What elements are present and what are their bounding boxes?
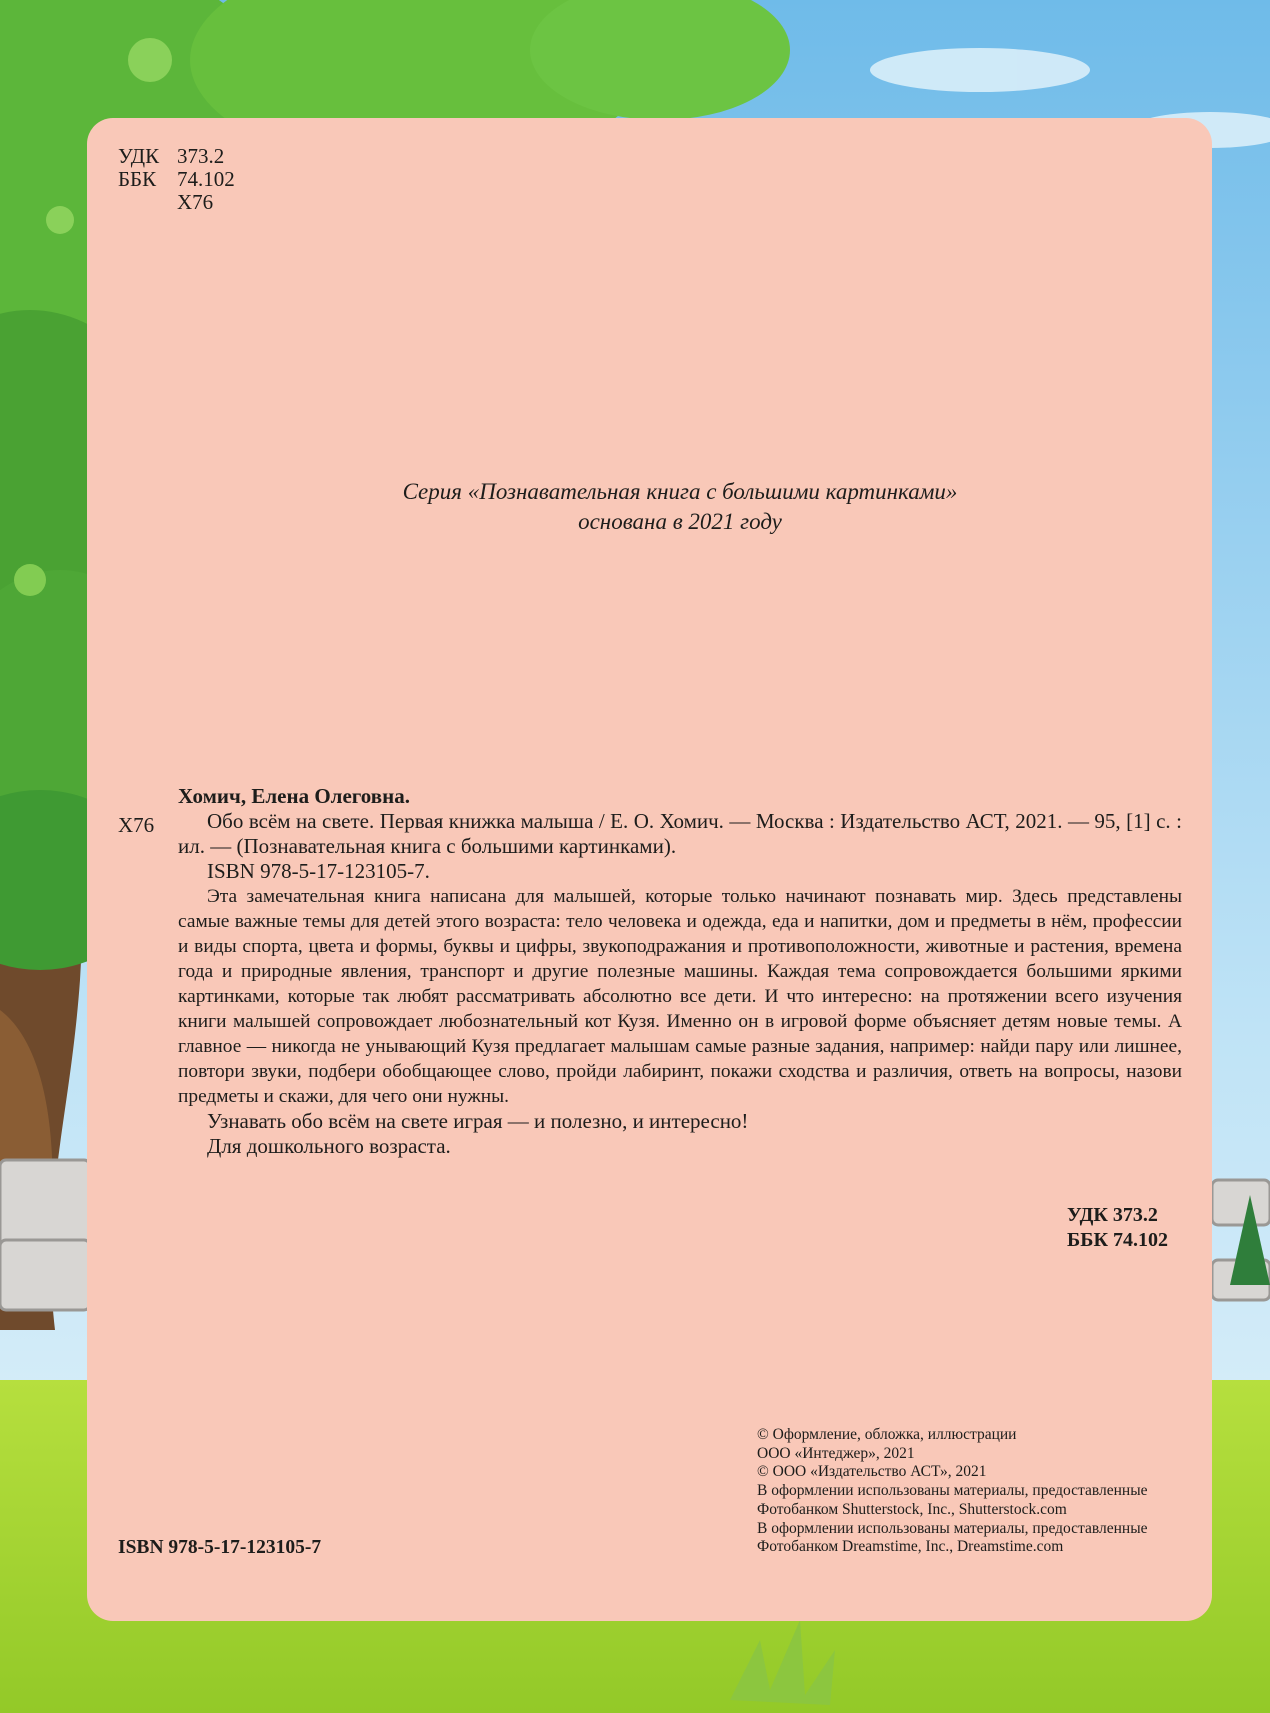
record-title: Обо всём на свете. Первая книжка малыша / Е. О. Хомич. — Москва : Издательство АСТ, 2021. — 95, [1] с. : ил. — (Познавательная книга с большими картинками).: [178, 809, 1182, 858]
copyright-block: [757, 1426, 1148, 1557]
copyright-line: В оформлении использованы материалы, предоставленные: [757, 1482, 1148, 1500]
copyright-line: Фотобанком Shutterstock, Inc., Shutterstock.com: [757, 1500, 1067, 1518]
copyright-line: Фотобанком Dreamstime, Inc., Dreamstime.com: [757, 1538, 1064, 1556]
header-codes: [118, 145, 235, 214]
isbn-bottom: ISBN 978-5-17-123105-7: [118, 1537, 322, 1558]
classification-bbk: ББК 74.102: [1067, 1229, 1168, 1251]
bbk-value: 74.102: [177, 167, 235, 191]
udk-value: 373.2: [177, 144, 225, 168]
author-sign: Х76: [177, 190, 214, 214]
series-line-1: Серия «Познавательная книга с большими картинками»: [402, 479, 958, 504]
record-author: Хомич, Елена Олеговна.: [178, 784, 410, 808]
classification-block: [1067, 1203, 1168, 1253]
record-age: Для дошкольного возраста.: [207, 1134, 451, 1158]
udk-label: УДК: [118, 144, 160, 168]
record-slogan: Узнавать обо всём на свете играя — и полезно, и интересно!: [207, 1109, 749, 1133]
record-annotation: Эта замечательная книга написана для малышей, которые только начинают познавать мир. Здесь представлены самые важные темы для детей этого возраста: тело человека и одежда, еда и напитки, дом и предметы в нём, профессии и виды спорта, цвета и формы, буквы и цифры, звукоподражания и противоположности, животные и растения, времена года и природные явления, транспорт и другие полезные машины. Каждая тема сопровождается большими яркими картинками, которые так любят рассматривать абсолютно все дети. И что интересно: на протяжении всего изучения книги малышей сопровождает любознательный кот Кузя. Именно он в игровой форме объясняет детям новые темы. А главное — никогда не унывающий Кузя предлагает малышам самые разные задания, например: найди пару или лишнее, повтори звуки, подбери обобщающее слово, пройди лабиринт, покажи сходства и различия, ответь на вопросы, назови предметы и скажи, для чего они нужны.: [178, 886, 1182, 1107]
copyright-line: В оформлении использованы материалы, предоставленные: [757, 1519, 1148, 1537]
bibliographic-record: [178, 784, 1182, 1159]
series-note: [280, 477, 1080, 537]
copyright-line: © ООО «Издательство АСТ», 2021: [757, 1463, 987, 1481]
copyright-line: © Оформление, обложка, иллюстрации: [757, 1426, 1017, 1443]
copyright-line: ООО «Интеджер», 2021: [757, 1444, 915, 1462]
series-line-2: основана в 2021 году: [578, 509, 782, 534]
record-code: Х76: [118, 813, 155, 837]
classification-udk: УДК 373.2: [1067, 1204, 1158, 1226]
bbk-label: ББК: [118, 167, 157, 191]
record-isbn: ISBN 978-5-17-123105-7.: [207, 859, 430, 883]
